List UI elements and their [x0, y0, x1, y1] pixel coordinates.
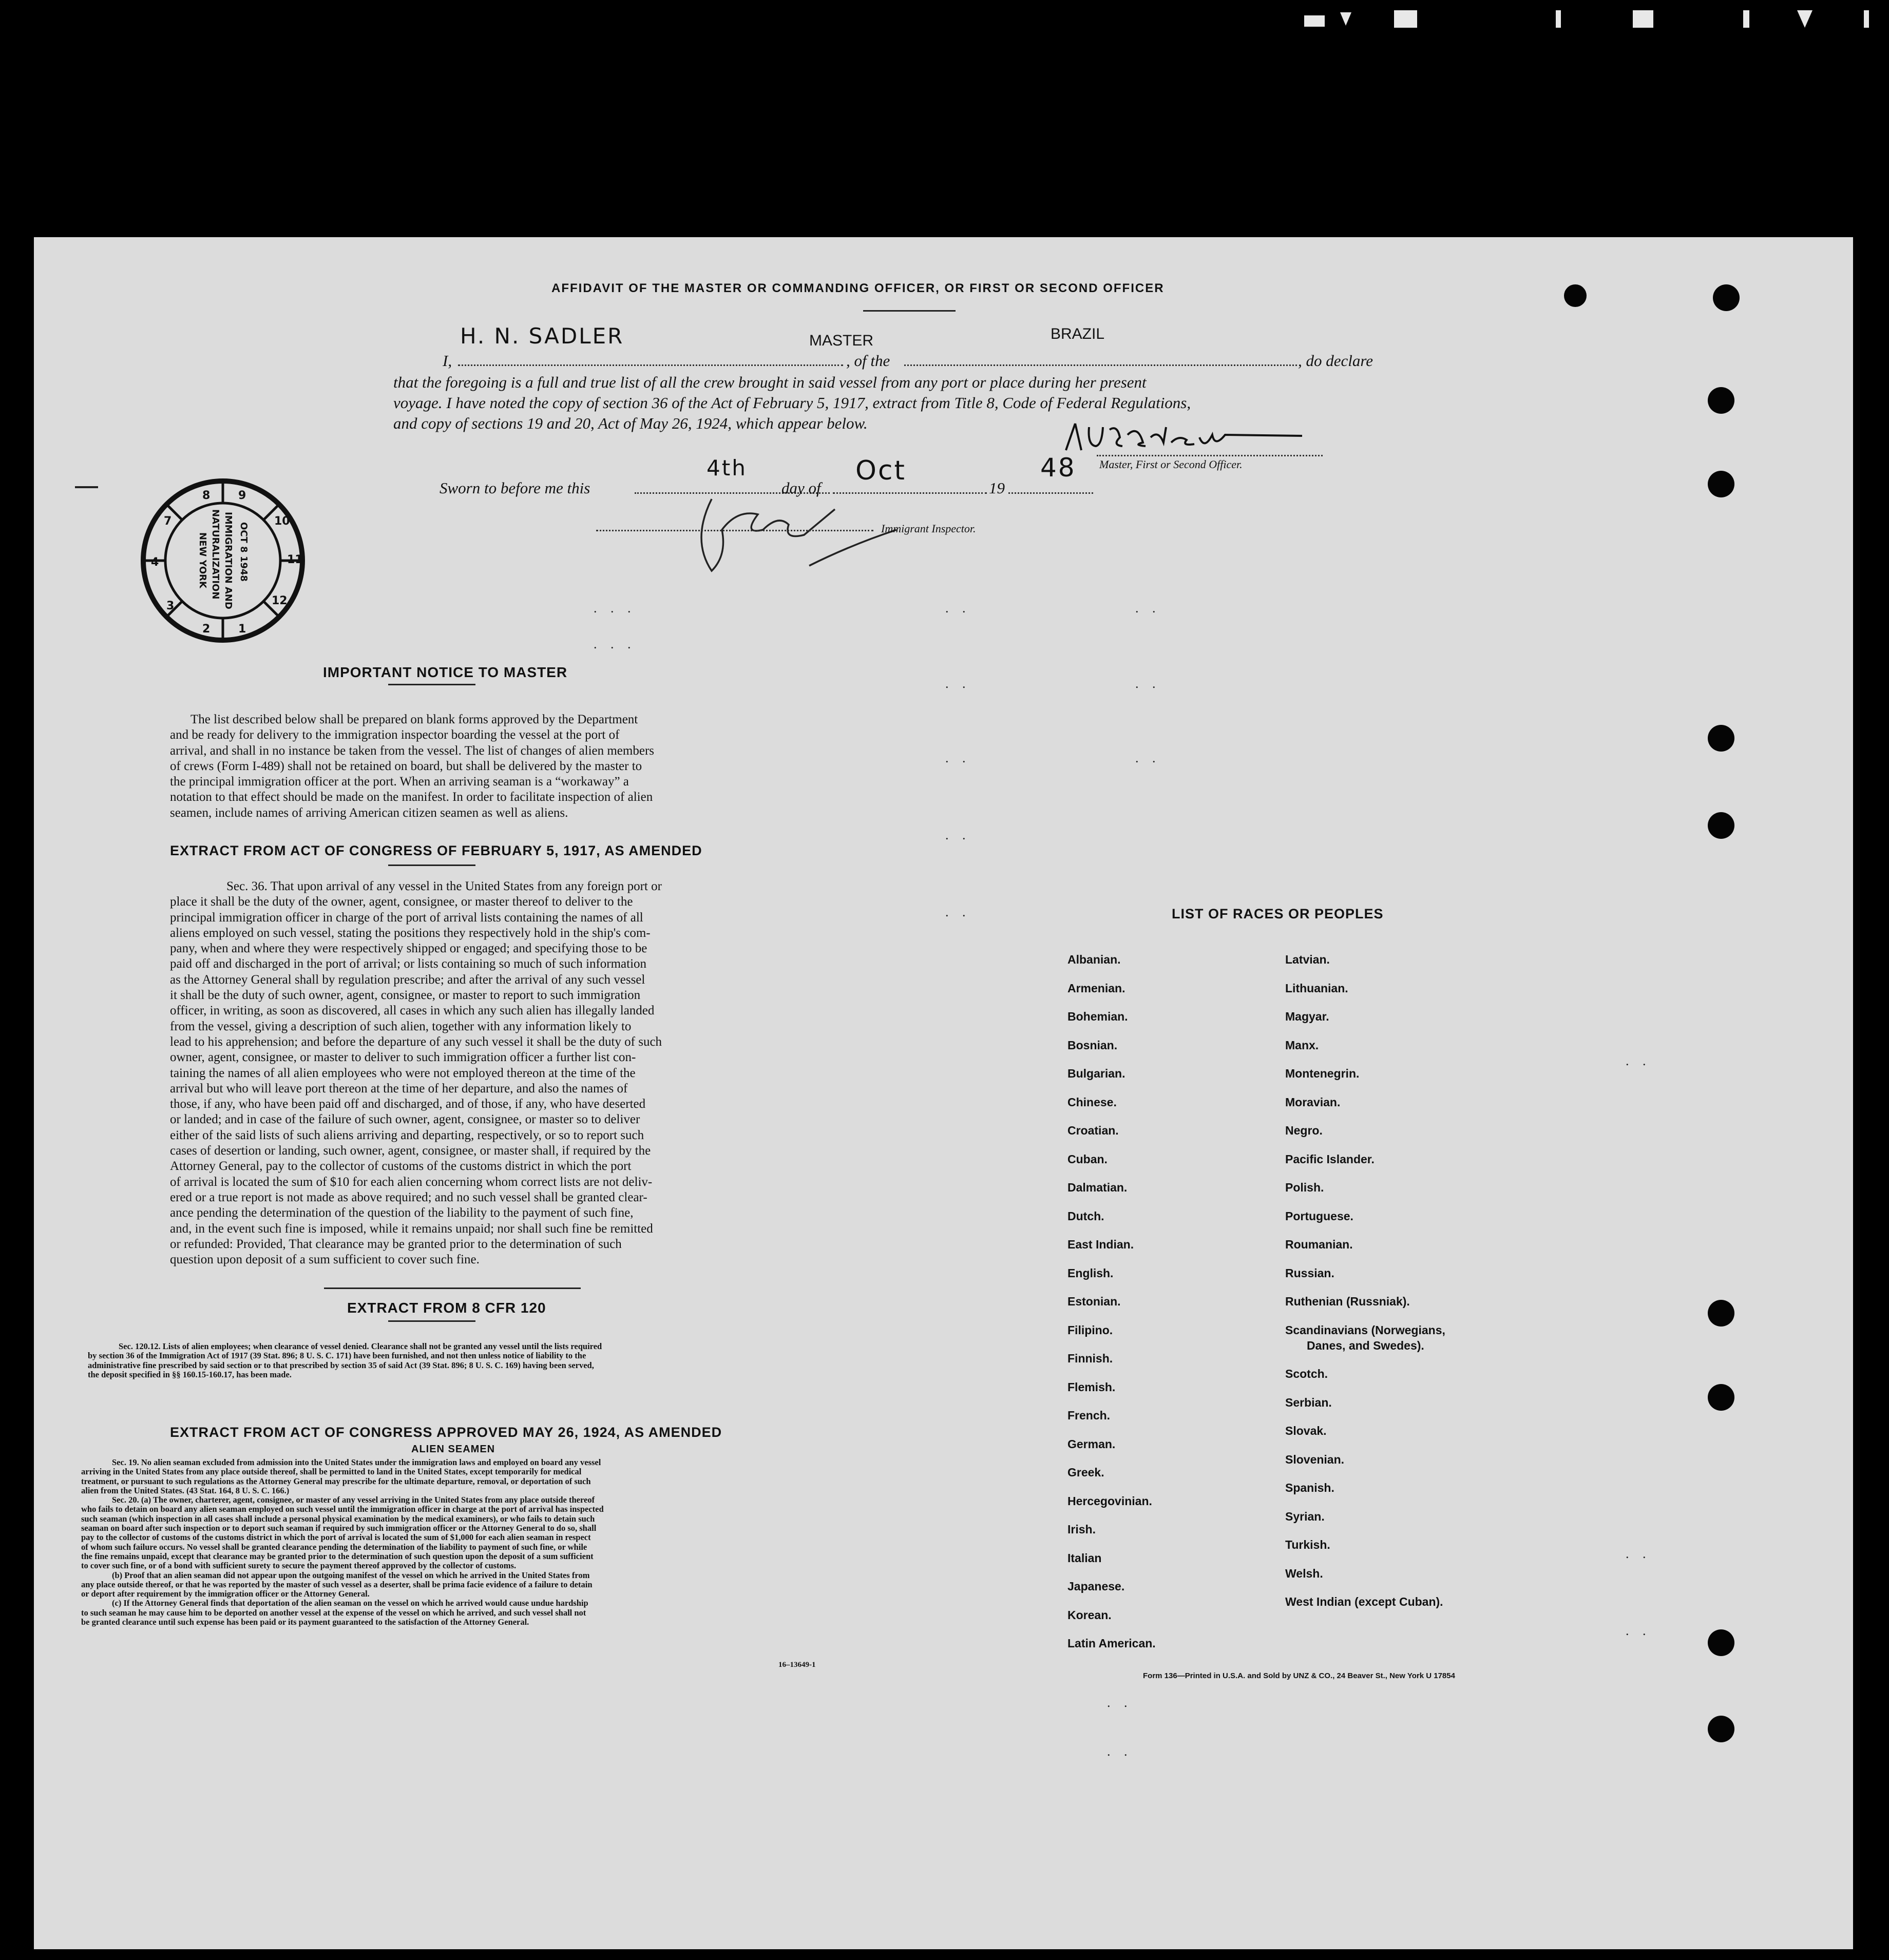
bleed-dots: . . [1626, 1546, 1651, 1561]
punch-hole [1708, 471, 1734, 497]
svg-text:8: 8 [202, 489, 211, 502]
extract-1917-line: aliens employed on such vessel, stating the positions they respectively hold in the ship's com- [170, 926, 651, 940]
race-item: Welsh. [1285, 1566, 1323, 1580]
races-column-1 [1067, 953, 1252, 1665]
margin-mark [75, 486, 98, 488]
bleed-dots: . . . [594, 601, 636, 616]
affidavit-page [34, 237, 1853, 1949]
extract-1917-title: EXTRACT FROM ACT OF CONGRESS OF FEBRUARY 5, 1917, AS AMENDED [170, 843, 702, 858]
extract-1924-body [81, 1458, 867, 1627]
race-item: Greek. [1067, 1466, 1104, 1479]
race-item: Flemish. [1067, 1380, 1116, 1394]
bleed-dots: . . . [594, 637, 636, 651]
notice-line: arrival, and shall in no instance be taken from the vessel. The list of changes of alien members [170, 743, 654, 758]
extract-1917-line: it shall be the duty of such owner, agent, consignee, or master to report to such immigration [170, 988, 641, 1003]
race-item: Manx. [1285, 1038, 1319, 1052]
bleed-dots: . . [1135, 601, 1161, 616]
bleed-dots: . . [945, 601, 971, 616]
extract-1917-line: principal immigration officer in charge of the port of arrival lists containing the names of all [170, 910, 643, 925]
extract-1924-line: to cover such fine, or of a bond with sufficient surety to secure the payment thereof approved by the collector of customs. [81, 1561, 517, 1571]
extract-cfr-title: EXTRACT FROM 8 CFR 120 [347, 1300, 546, 1316]
race-item: Albanian. [1067, 953, 1121, 966]
punch-hole [1708, 812, 1734, 839]
extract-1924-line: or deport after requirement by the immigration officer or the Attorney General. [81, 1589, 370, 1599]
bleed-dots: . . [1107, 1695, 1133, 1710]
race-item: Spanish. [1285, 1481, 1334, 1494]
race-item: Serbian. [1285, 1395, 1332, 1409]
extract-1917-line: officer, in writing, as soon as discovered, all cases in which any such alien has illegally landed [170, 1004, 655, 1018]
race-item: Japanese. [1067, 1580, 1125, 1593]
race-item: Bosnian. [1067, 1038, 1118, 1052]
extract-1917-line: lead to his apprehension; and before the departure of any such vessel it shall be the duty of such [170, 1034, 662, 1049]
bleed-dots: . . [1107, 1744, 1133, 1759]
extract-1917-line: cases of desertion or landing, such owner, agent, consignee, or master shall, if required by the [170, 1144, 651, 1158]
extract-1917-line: Sec. 36. That upon arrival of any vessel in the United States from any foreign port or [226, 879, 662, 893]
race-item: Lithuanian. [1285, 981, 1348, 995]
race-item: Turkish. [1285, 1538, 1330, 1551]
race-item: Estonian. [1067, 1295, 1121, 1308]
race-item: Hercegovinian. [1067, 1494, 1152, 1508]
bleed-dots: . . [1135, 676, 1161, 691]
extract-1924-line: such seaman (which inspection in all cases shall include a personal physical examination by the medical examiners), or who fails to detain such [81, 1513, 595, 1524]
extract-1924-line: Sec. 19. No alien seaman excluded from admission into the United States under the immigration laws and employed on board any vessel [112, 1457, 601, 1467]
race-item: Filipino. [1067, 1323, 1113, 1337]
svg-text:12: 12 [272, 594, 288, 607]
race-item: Dalmatian. [1067, 1181, 1128, 1194]
punch-hole [1708, 387, 1734, 414]
svg-text:3: 3 [166, 600, 175, 612]
sworn-month: Oct [855, 455, 906, 486]
notice-title: IMPORTANT NOTICE TO MASTER [323, 664, 568, 680]
extract-1924-subtitle: ALIEN SEAMEN [411, 1444, 495, 1455]
film-edge-marks [1304, 10, 1889, 41]
extract-1924-line: who fails to detain on board any alien seaman employed on such vessel until the immigration officer in charge at the port of arrival has inspected [81, 1504, 604, 1514]
race-item: Polish. [1285, 1181, 1324, 1194]
punch-hole [1708, 1384, 1734, 1411]
extract-1917-body [170, 879, 786, 1267]
race-item: Moravian. [1285, 1095, 1341, 1109]
extract-1924-line: of whom such failure occurs. No vessel shall be granted clearance pending the determination of the liability to payment of such fine, or while [81, 1542, 587, 1552]
race-item: Magyar. [1285, 1010, 1329, 1023]
form-printer-line: Form 136—Printed in U.S.A. and Sold by UNZ & CO., 24 Beaver St., New York U 17854 [1143, 1671, 1455, 1680]
extract-1917-line: as the Attorney General shall by regulation prescribe; and after the arrival of any such vessel [170, 972, 645, 987]
extract-1924-line: be granted clearance until such expense has been paid or its payment guaranteed to the satisfaction of the Attorney General. [81, 1617, 529, 1627]
declaration-line-2: voyage. I have noted the copy of section 36 of the Act of February 5, 1917, extract from Title 8, Code of Federal Regulations, [393, 394, 1191, 412]
race-item: Ruthenian (Russniak). [1285, 1295, 1410, 1308]
race-item: Latvian. [1285, 953, 1330, 966]
bleed-dots: . . [945, 828, 971, 842]
race-item: English. [1067, 1266, 1114, 1280]
race-item: East Indian. [1067, 1238, 1134, 1251]
extract-1924-line: seaman on board after such inspection or to deport such seaman if required by such immigration officer or the Attorney General to do so, shall [81, 1523, 597, 1533]
notice-line: notation to that effect should be made on the manifest. In order to facilitate inspection of alien [170, 790, 653, 804]
extract-1924-line: the fine remains unpaid, except that clearance may be granted prior to the determination of such question upon the deposit of a sum sufficient [81, 1551, 594, 1561]
affidavit-title: AFFIDAVIT OF THE MASTER OR COMMANDING OFFICER, OR FIRST OR SECOND OFFICER [551, 281, 1165, 295]
race-item: Bulgarian. [1067, 1067, 1125, 1080]
punch-hole [1708, 725, 1734, 752]
extract-1917-line: Attorney General, pay to the collector of customs of the customs district in which the port [170, 1159, 632, 1174]
day-of-label: day of [781, 479, 821, 497]
race-item: Chinese. [1067, 1095, 1117, 1109]
race-item: Montenegrin. [1285, 1067, 1360, 1080]
i-label: I, [443, 352, 452, 370]
race-item: German. [1067, 1437, 1116, 1451]
extract-1924-line: Sec. 20. (a) The owner, charterer, agent, consignee, or master of any vessel arriving in the United States from any place outside thereof [112, 1495, 595, 1505]
extract-1917-line: of arrival is located the sum of $10 for each alien concerning whom correct lists are not deliv- [170, 1175, 653, 1189]
notice-line: the principal immigration officer at the port. When an arriving seaman is a “workaway” a [170, 775, 629, 789]
extract-1924-line: (b) Proof that an alien seaman did not appear upon the outgoing manifest of the vessel on which he arrived in the United States from [112, 1570, 590, 1580]
extract-1917-line: and, in the event such fine is imposed, while it remains unpaid; nor shall such fine be remitted [170, 1221, 653, 1236]
svg-text:11: 11 [287, 553, 303, 566]
punch-hole [1708, 1629, 1734, 1656]
svg-text:OCT 8 1948: OCT 8 1948 [238, 522, 249, 582]
extract-1924-title: EXTRACT FROM ACT OF CONGRESS APPROVED MAY 26, 1924, AS AMENDED [170, 1425, 722, 1440]
race-item: Portuguese. [1285, 1209, 1353, 1223]
bleed-dots: . . [945, 905, 971, 919]
notice-line: of crews (Form I-489) shall not be retained on board, but shall be delivered by the master to [170, 759, 642, 773]
extract-1917-line: either of the said lists of such aliens arriving and departing, respectively, or so to report such [170, 1128, 644, 1142]
punch-hole [1708, 1300, 1734, 1327]
punch-hole [1708, 1716, 1734, 1742]
race-item: Russian. [1285, 1266, 1334, 1280]
races-column-2 [1285, 953, 1552, 1624]
svg-text:7: 7 [164, 515, 172, 528]
of-the-label: , of the [846, 352, 890, 370]
races-title: LIST OF RACES OR PEOPLES [1172, 906, 1384, 921]
race-item: Dutch. [1067, 1209, 1104, 1223]
race-item: Negro. [1285, 1124, 1323, 1137]
officer-rank: MASTER [809, 332, 874, 349]
race-item: Syrian. [1285, 1509, 1325, 1523]
extract-1917-line: arrival but who will leave port thereon at the time of her departure, and also the names of [170, 1081, 628, 1096]
race-item: Pacific Islander. [1285, 1152, 1375, 1166]
master-signature-caption: Master, First or Second Officer. [1099, 458, 1243, 471]
extract-1924-line: treatment, or pursuant to such regulations as the Attorney General may prescribe for the ultimate departure, removal, or deportation of such [81, 1476, 591, 1486]
bleed-dots: . . [1626, 1053, 1651, 1068]
extract-1924-line: alien from the United States. (43 Stat. 164, 8 U. S. C. 166.) [81, 1485, 290, 1495]
inspector-caption: Immigrant Inspector. [881, 522, 976, 535]
race-item: Italian [1067, 1551, 1102, 1565]
extract-cfr-line: the deposit specified in §§ 160.15-160.17, has been made. [88, 1369, 292, 1379]
extract-1917-line: those, if any, who have been paid off and discharged, and of those, if any, who have deserted [170, 1097, 646, 1111]
race-item: Croatian. [1067, 1124, 1119, 1137]
immigration-stamp [136, 476, 310, 645]
race-item: Scandinavians (Norwegians, [1285, 1323, 1445, 1337]
extract-1924-line: to such seaman he may cause him to be deported on another vessel at the expense of the vessel on which he arrived, and such vessel shall not [81, 1607, 586, 1618]
master-signature [1061, 414, 1328, 460]
svg-text:NEW YORK: NEW YORK [197, 532, 208, 588]
notice-line: The list described below shall be prepared on blank forms approved by the Department [190, 713, 638, 726]
extract-1917-line: or refunded: Provided, That clearance may be granted prior to the determination of such [170, 1237, 622, 1251]
bleed-dots: . . [945, 676, 971, 691]
extract-1917-line: ance pending the determination of the question of the liability to the payment of such fine, [170, 1206, 634, 1220]
extract-1917-line: ered or a true report is not made as above required; and no such vessel shall be granted clear- [170, 1190, 647, 1204]
race-item: Armenian. [1067, 981, 1125, 995]
race-item: West Indian (except Cuban). [1285, 1595, 1443, 1608]
svg-text:4: 4 [151, 556, 159, 569]
notice-line: seamen, include names of arriving American citizen seamen as well as aliens. [170, 805, 568, 820]
declaration-line-3: and copy of sections 19 and 20, Act of May 26, 1924, which appear below. [393, 414, 868, 432]
race-item: Roumanian. [1285, 1238, 1353, 1251]
sworn-day: 4th [707, 455, 747, 481]
vessel-name: BRAZIL [1051, 325, 1105, 342]
race-item: Cuban. [1067, 1152, 1108, 1166]
svg-text:2: 2 [202, 623, 211, 636]
race-item: Danes, and Swedes). [1307, 1338, 1424, 1352]
bleed-dots: . . [1135, 751, 1161, 765]
extract-1917-line: taining the names of all alien employees who were not employed thereon at the time of the [170, 1066, 636, 1080]
bleed-dots: . . [945, 751, 971, 765]
svg-text:1: 1 [238, 623, 246, 636]
extract-1924-line: (c) If the Attorney General finds that deportation of the alien seaman on the vessel on which he arrived would cause undue hardship [112, 1598, 588, 1608]
race-item: Slovak. [1285, 1424, 1327, 1437]
extract-1924-line: pay to the collector of customs of the customs district in which the port of arrival is located the sum of $1,000 for each alien seaman in respect [81, 1532, 591, 1543]
extract-1917-line: pany, when and where they were respectively shipped or engaged; and specifying those to be [170, 941, 647, 956]
extract-1924-line: any place outside thereof, or that he was reported by the master of such vessel as a deserter, shall be prima facie evidence of a failure to detain [81, 1579, 593, 1589]
punch-hole [1564, 284, 1587, 307]
extract-1924-line: arriving in the United States from any place outside thereof, shall be permitted to land in the United States, except temporarily for medical [81, 1467, 582, 1477]
race-item: French. [1067, 1409, 1111, 1422]
extract-cfr-line: Sec. 120.12. Lists of alien employees; when clearance of vessel denied. Clearance shall not be granted any vessel until the lists required [119, 1341, 602, 1351]
race-item: Korean. [1067, 1608, 1112, 1622]
race-item: Irish. [1067, 1523, 1096, 1536]
master-name: H. N. SADLER [460, 323, 624, 349]
extract-1917-line: place it shall be the duty of the owner, agent, consignee, or master thereof to deliver to the [170, 895, 633, 909]
year-prefix: 19 [989, 479, 1005, 497]
extract-1917-line: question upon deposit of a sum sufficient to cover such fine. [170, 1253, 480, 1267]
print-code: 16–13649-1 [778, 1661, 816, 1669]
extract-1917-line: or landed; and in case of the failure of such owner, agent, consignee, or master so to deliver [170, 1112, 640, 1127]
bleed-dots: . . [1626, 1623, 1651, 1638]
extract-1917-line: from the vessel, giving a description of such alien, together with any information likely to [170, 1019, 632, 1033]
race-item: Bohemian. [1067, 1010, 1128, 1023]
extract-cfr-body [88, 1342, 863, 1379]
extract-cfr-line: by section 36 of the Immigration Act of 1917 (39 Stat. 896; 8 U. S. C. 171) have been furnished, and not then unless notice of liability to the [88, 1351, 586, 1361]
punch-hole [1713, 284, 1740, 311]
svg-text:IMMIGRATION AND: IMMIGRATION AND [223, 512, 234, 609]
race-item: Latin American. [1067, 1637, 1156, 1650]
race-item: Slovenian. [1285, 1452, 1345, 1466]
declaration-line-1: that the foregoing is a full and true list of all the crew brought in said vessel from any port or place during her present [393, 373, 1147, 391]
notice-line: and be ready for delivery to the immigration inspector boarding the vessel at the port of [170, 728, 620, 742]
race-item: Finnish. [1067, 1352, 1113, 1365]
do-declare-label: , do declare [1298, 352, 1373, 370]
race-item: Scotch. [1285, 1367, 1328, 1380]
notice-body [170, 712, 786, 821]
extract-1917-line: paid off and discharged in the port of arrival; or lists containing so much of such information [170, 957, 647, 971]
svg-text:10: 10 [274, 515, 290, 528]
extract-cfr-line: administrative fine prescribed by said section or to that prescribed by section 35 of said Act (39 Stat. 896; 8 U. S. C. 169) having been served, [88, 1360, 594, 1370]
extract-1917-line: owner, agent, consignee, or master to deliver to such immigration officer a further list con- [170, 1050, 636, 1065]
sworn-year: 48 [1040, 453, 1076, 483]
sworn-label: Sworn to before me this [440, 479, 590, 497]
svg-text:NATURALIZATION: NATURALIZATION [210, 509, 221, 600]
svg-text:9: 9 [238, 489, 246, 502]
